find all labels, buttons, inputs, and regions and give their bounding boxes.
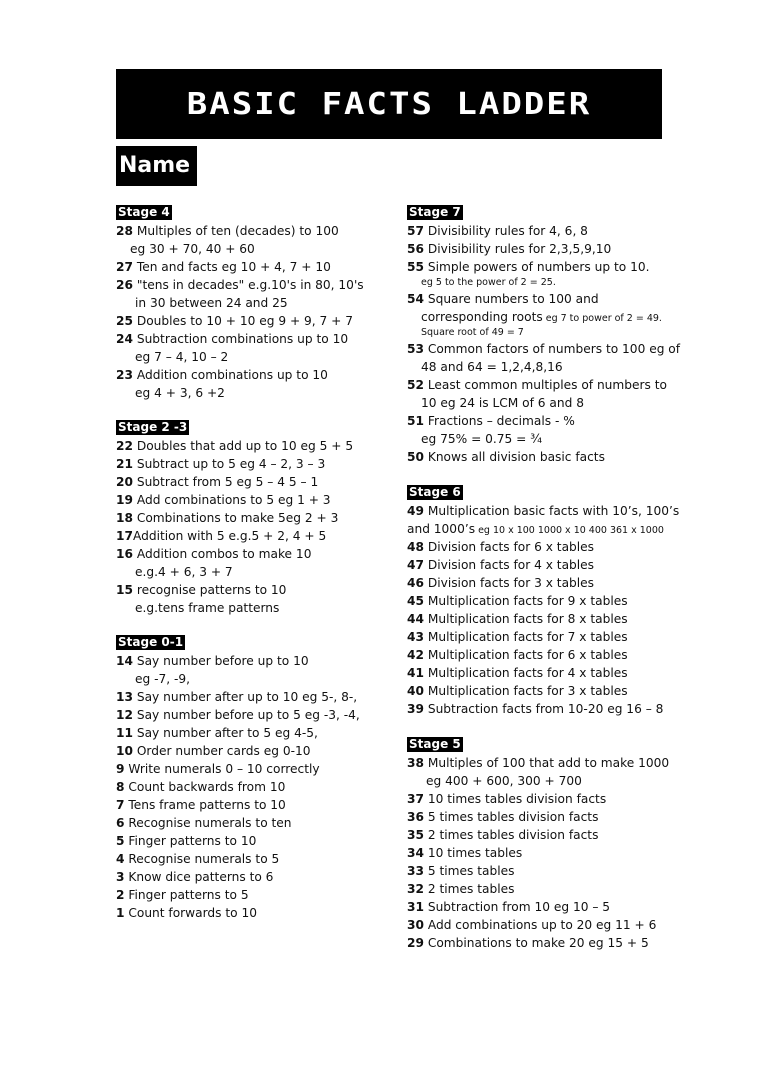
right-column xyxy=(407,203,707,952)
list-item: 26 "tens in decades" e.g.10's in 80, 10's xyxy=(116,278,364,292)
list-item: 33 5 times tables xyxy=(407,864,515,878)
list-item: 49 Multiplication basic facts with 10’s, 100’s xyxy=(407,504,680,518)
list-item: 40 Multiplication facts for 3 x tables xyxy=(407,684,628,698)
list-item: 2 Finger patterns to 5 xyxy=(116,888,249,902)
stage-header: Stage 6 xyxy=(409,485,461,499)
list-item: 52 Least common multiples of numbers to xyxy=(407,378,667,392)
name-label: Name xyxy=(116,146,197,186)
list-item-cont: eg 4 + 3, 6 +2 xyxy=(135,386,225,400)
stage-6-section xyxy=(407,483,707,718)
list-item-cont: 48 and 64 = 1,2,4,8,16 xyxy=(421,360,563,374)
list-item-cont: e.g.tens frame patterns xyxy=(135,601,280,615)
stage-5-section xyxy=(407,735,707,952)
stage-header: Stage 2 -3 xyxy=(118,420,188,434)
list-item: 18 Combinations to make 5eg 2 + 3 xyxy=(116,511,339,525)
list-item-cont: corresponding roots eg 7 to power of 2 = 49. xyxy=(421,310,662,324)
list-item: 44 Multiplication facts for 8 x tables xyxy=(407,612,628,626)
list-item: 46 Division facts for 3 x tables xyxy=(407,576,595,590)
left-column xyxy=(116,203,391,922)
list-item: 32 2 times tables xyxy=(407,882,515,896)
list-item: 42 Multiplication facts for 6 x tables xyxy=(407,648,628,662)
list-item: 20 Subtract from 5 eg 5 – 4 5 – 1 xyxy=(116,475,319,489)
list-item: 27 Ten and facts eg 10 + 4, 7 + 10 xyxy=(116,260,331,274)
stage-header: Stage 0-1 xyxy=(118,635,184,649)
list-item: 30 Add combinations up to 20 eg 11 + 6 xyxy=(407,918,657,932)
list-item: 22 Doubles that add up to 10 eg 5 + 5 xyxy=(116,439,354,453)
list-item-cont: eg -7, -9, xyxy=(135,672,191,686)
list-item: 53 Common factors of numbers to 100 eg of xyxy=(407,342,681,356)
list-item: 13 Say number after up to 10 eg 5-, 8-, xyxy=(116,690,358,704)
list-item: 39 Subtraction facts from 10-20 eg 16 – 8 xyxy=(407,702,664,716)
list-item: 34 10 times tables xyxy=(407,846,523,860)
list-item: 56 Divisibility rules for 2,3,5,9,10 xyxy=(407,242,612,256)
stage-header: Stage 7 xyxy=(409,205,461,219)
list-item: 6 Recognise numerals to ten xyxy=(116,816,292,830)
list-item: 35 2 times tables division facts xyxy=(407,828,599,842)
list-item: 54 Square numbers to 100 and xyxy=(407,292,599,306)
list-item: 50 Knows all division basic facts xyxy=(407,450,605,464)
list-item: 17Addition with 5 e.g.5 + 2, 4 + 5 xyxy=(116,529,327,543)
list-item: 23 Addition combinations up to 10 xyxy=(116,368,328,382)
list-item: 19 Add combinations to 5 eg 1 + 3 xyxy=(116,493,331,507)
list-item: 47 Division facts for 4 x tables xyxy=(407,558,595,572)
list-item: 25 Doubles to 10 + 10 eg 9 + 9, 7 + 7 xyxy=(116,314,354,328)
list-item: 57 Divisibility rules for 4, 6, 8 xyxy=(407,224,588,238)
list-item: 29 Combinations to make 20 eg 15 + 5 xyxy=(407,936,649,950)
list-item-cont: eg 5 to the power of 2 = 25. xyxy=(421,277,556,288)
list-item: 7 Tens frame patterns to 10 xyxy=(116,798,286,812)
list-item: 9 Write numerals 0 – 10 correctly xyxy=(116,762,320,776)
page-title: BASIC FACTS LADDER xyxy=(186,86,592,122)
stage-7-section xyxy=(407,203,707,466)
list-item: 37 10 times tables division facts xyxy=(407,792,607,806)
list-item: 8 Count backwards from 10 xyxy=(116,780,286,794)
list-item-cont: eg 75% = 0.75 = ¾ xyxy=(421,432,543,446)
list-item: 48 Division facts for 6 x tables xyxy=(407,540,595,554)
list-item-cont: e.g.4 + 6, 3 + 7 xyxy=(135,565,233,579)
list-item: 21 Subtract up to 5 eg 4 – 2, 3 – 3 xyxy=(116,457,326,471)
list-item: 5 Finger patterns to 10 xyxy=(116,834,257,848)
list-item-cont: 10 eg 24 is LCM of 6 and 8 xyxy=(421,396,584,410)
list-item-cont: eg 30 + 70, 40 + 60 xyxy=(130,242,255,256)
list-item-cont: Square root of 49 = 7 xyxy=(421,327,524,338)
list-item: 43 Multiplication facts for 7 x tables xyxy=(407,630,628,644)
list-item: 55 Simple powers of numbers up to 10. xyxy=(407,260,650,274)
list-item-cont: eg 7 – 4, 10 – 2 xyxy=(135,350,229,364)
list-item: 16 Addition combos to make 10 xyxy=(116,547,312,561)
list-item: 11 Say number after to 5 eg 4-5, xyxy=(116,726,318,740)
stage-0-1-section xyxy=(116,633,391,922)
list-item: 45 Multiplication facts for 9 x tables xyxy=(407,594,628,608)
list-item-cont: in 30 between 24 and 25 xyxy=(135,296,288,310)
list-item: 4 Recognise numerals to 5 xyxy=(116,852,280,866)
list-item: 31 Subtraction from 10 eg 10 – 5 xyxy=(407,900,611,914)
list-item: 1 Count forwards to 10 xyxy=(116,906,257,920)
list-item: 12 Say number before up to 5 eg -3, -4, xyxy=(116,708,360,722)
title-banner xyxy=(116,69,662,139)
list-item: 38 Multiples of 100 that add to make 1000 xyxy=(407,756,670,770)
list-item: 14 Say number before up to 10 xyxy=(116,654,309,668)
stage-4-section xyxy=(116,203,391,402)
list-item: 41 Multiplication facts for 4 x tables xyxy=(407,666,628,680)
list-item-cont: and 1000’s eg 10 x 100 1000 x 10 400 361 x 1000 xyxy=(407,522,664,536)
list-item: 15 recognise patterns to 10 xyxy=(116,583,287,597)
list-item: 3 Know dice patterns to 6 xyxy=(116,870,274,884)
stage-header: Stage 4 xyxy=(118,205,170,219)
list-item: 28 Multiples of ten (decades) to 100 xyxy=(116,224,339,238)
list-item: 36 5 times tables division facts xyxy=(407,810,599,824)
stage-header: Stage 5 xyxy=(409,737,461,751)
list-item: 10 Order number cards eg 0-10 xyxy=(116,744,311,758)
stage-2-3-section xyxy=(116,418,391,617)
list-item: 51 Fractions – decimals - % xyxy=(407,414,575,428)
list-item: 24 Subtraction combinations up to 10 xyxy=(116,332,349,346)
list-item-cont: eg 400 + 600, 300 + 700 xyxy=(426,774,582,788)
